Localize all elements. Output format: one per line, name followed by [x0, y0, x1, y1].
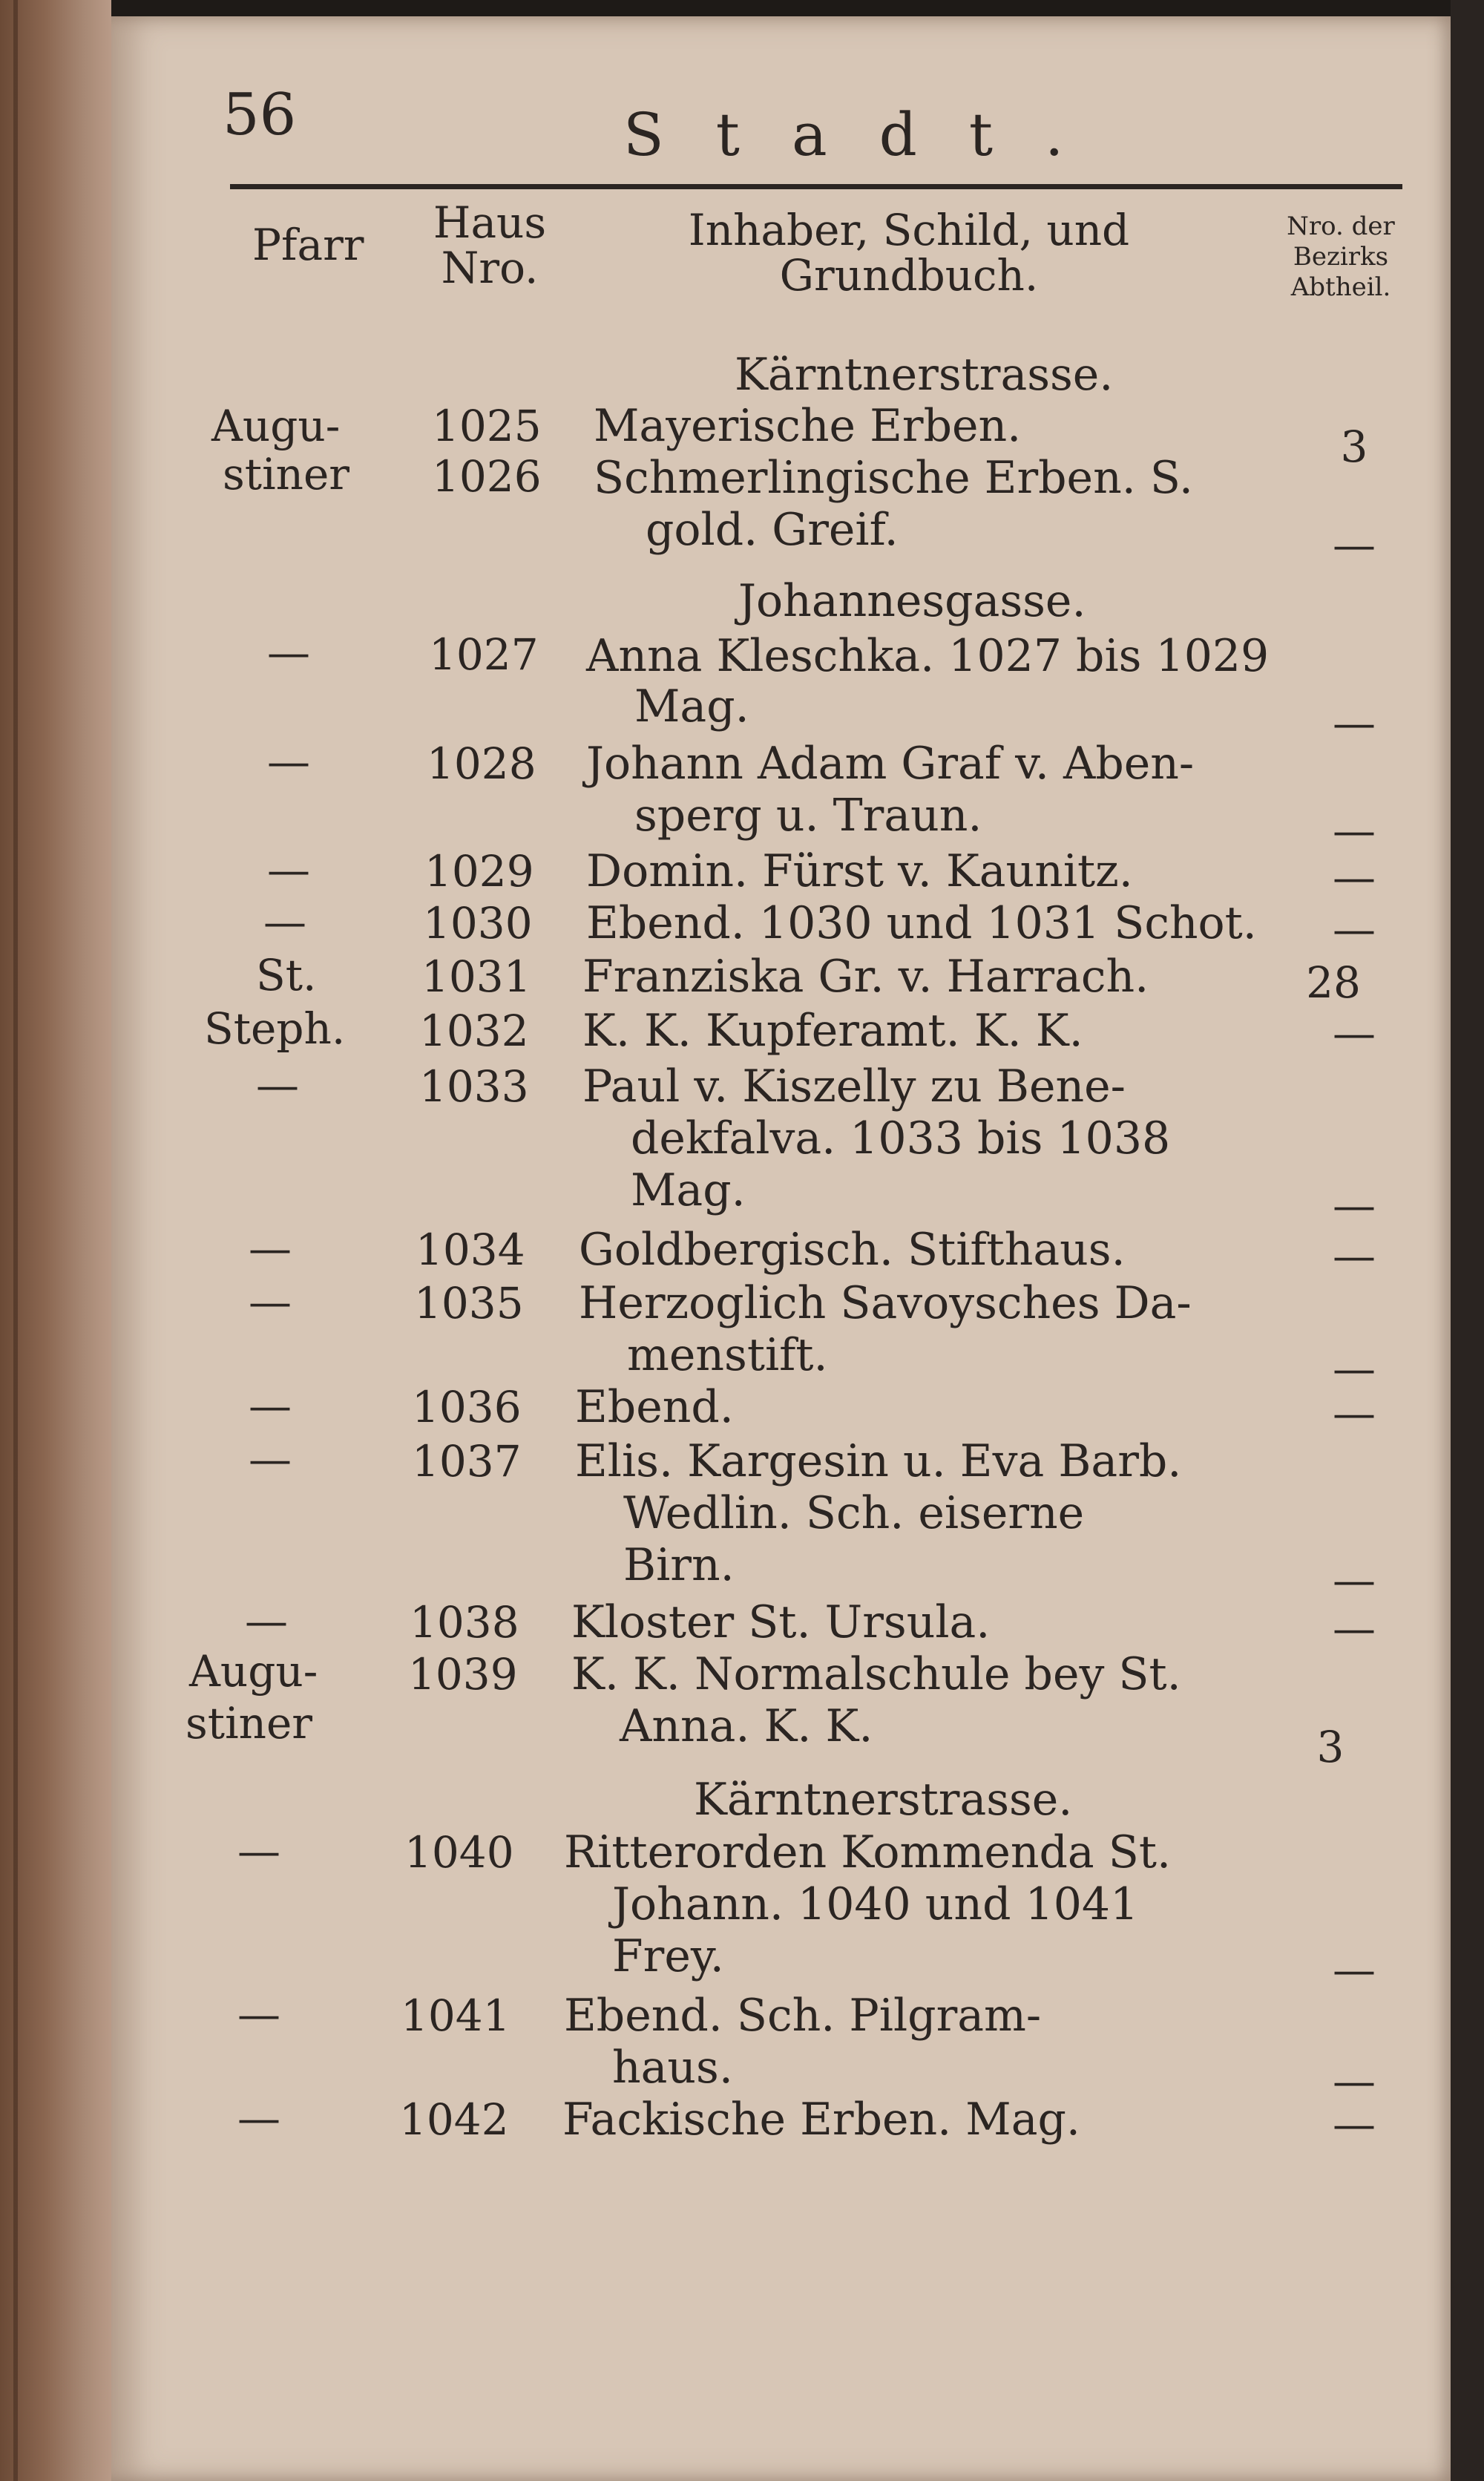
district-ref: 28 [1306, 957, 1361, 1008]
parish-cell: — [249, 1380, 292, 1431]
district-ref: — [1333, 1603, 1376, 1654]
house-number: 1031 [421, 951, 531, 1002]
house-number: 1030 [423, 898, 533, 948]
owner-line: K. K. Kupferamt. K. K. [582, 1005, 1083, 1057]
owner-line: Mayerische Erben. [594, 400, 1022, 452]
parish-cell: Steph. [204, 1003, 346, 1054]
district-ref: — [1333, 520, 1376, 570]
house-number: 1029 [424, 846, 534, 897]
parish-cell: — [249, 1223, 292, 1274]
parish-cell: — [267, 845, 310, 895]
owner-line: Johann Adam Graf v. Aben- [586, 738, 1195, 790]
owner-line: menstift. [627, 1329, 828, 1381]
owner-line: K. K. Normalschule bey St. [571, 1648, 1181, 1700]
parish-cell: — [267, 736, 310, 787]
district-ref: — [1333, 852, 1376, 902]
col-parish: Pfarr [252, 220, 364, 270]
street-heading: Johannesgasse. [738, 575, 1086, 627]
district-ref: — [1333, 1008, 1376, 1058]
owner-line: Birn. [623, 1539, 735, 1591]
house-number: 1042 [399, 2094, 509, 2145]
page-edge [1451, 0, 1484, 2481]
house-number: 1027 [429, 629, 539, 680]
parish-cell: — [237, 1826, 280, 1876]
page-number: 56 [223, 82, 297, 148]
owner-line: Ebend. 1030 und 1031 Schot. [586, 897, 1257, 949]
parish-cell: stiner [223, 449, 350, 499]
house-number: 1025 [432, 401, 542, 451]
owner-line: Domin. Fürst v. Kaunitz. [586, 845, 1133, 897]
house-number: 1036 [412, 1382, 522, 1432]
owner-line: Ebend. Sch. Pilgram- [564, 1990, 1042, 2042]
owner-line: Anna. K. K. [620, 1700, 873, 1752]
owner-line: gold. Greif. [646, 504, 899, 556]
parish-cell: — [263, 897, 306, 947]
running-title: Stadt. [623, 100, 1116, 169]
owner-line: Anna Kleschka. 1027 bis 1029 [586, 630, 1270, 682]
owner-line: Johann. 1040 und 1041 [612, 1878, 1139, 1930]
owner-line: Elis. Kargesin u. Eva Barb. [575, 1435, 1182, 1487]
col-district: Nro. der Bezirks Abtheil. [1287, 212, 1395, 302]
col-owner: Inhaber, Schild, und Grundbuch. [688, 205, 1130, 301]
owner-line: dekfalva. 1033 bis 1038 [631, 1112, 1171, 1164]
parish-cell: St. [256, 950, 317, 1000]
house-number: 1038 [410, 1597, 519, 1648]
book-spine [0, 0, 111, 2481]
owner-line: Goldbergisch. Stifthaus. [579, 1224, 1126, 1276]
district-ref: — [1333, 1343, 1376, 1394]
owner-line: Mag. [631, 1164, 746, 1216]
owner-line: Kloster St. Ursula. [571, 1596, 991, 1648]
owner-line: Franziska Gr. v. Harrach. [582, 951, 1149, 1003]
house-number: 1040 [404, 1827, 514, 1878]
house-number: 1035 [414, 1278, 524, 1328]
district-ref: — [1333, 2056, 1376, 2106]
house-number: 1041 [401, 1990, 510, 2041]
parish-cell: — [256, 1060, 299, 1110]
parish-cell: — [249, 1276, 292, 1327]
district-ref: — [1333, 1555, 1376, 1605]
parish-cell: — [237, 2093, 280, 2143]
header-rule [230, 184, 1402, 189]
district-ref: — [1333, 1180, 1376, 1230]
district-ref: — [1333, 805, 1376, 856]
district-ref: 3 [1340, 422, 1368, 472]
street-heading: Kärntnerstrasse. [735, 349, 1114, 401]
owner-line: Herzoglich Savoysches Da- [579, 1277, 1192, 1329]
district-ref: — [1333, 2099, 1376, 2149]
owner-line: Fackische Erben. Mag. [562, 2094, 1080, 2146]
owner-line: Ritterorden Kommenda St. [564, 1826, 1172, 1878]
street-heading: Kärntnerstrasse. [694, 1774, 1073, 1826]
house-number: 1032 [419, 1006, 529, 1056]
owner-line: Wedlin. Sch. eiserne [623, 1487, 1085, 1539]
parish-cell: stiner [186, 1698, 313, 1749]
district-ref: — [1333, 698, 1376, 748]
district-ref: 3 [1316, 1722, 1345, 1772]
house-number: 1026 [432, 451, 542, 502]
parish-cell: — [267, 627, 310, 678]
owner-line: Paul v. Kiszelly zu Bene- [582, 1061, 1126, 1112]
house-number: 1037 [412, 1436, 522, 1487]
house-number: 1039 [408, 1649, 518, 1700]
district-ref: — [1333, 1388, 1376, 1438]
parish-cell: — [249, 1434, 292, 1484]
district-ref: — [1333, 904, 1376, 954]
district-ref: — [1333, 1944, 1376, 1995]
owner-line: haus. [612, 2042, 733, 2094]
owner-line: Mag. [634, 681, 749, 732]
parish-cell: — [237, 1989, 280, 2039]
parish-cell: — [245, 1596, 288, 1646]
owner-line: Schmerlingische Erben. S. [594, 452, 1193, 504]
parish-cell: Augu- [189, 1646, 318, 1697]
col-house-no: Haus Nro. [433, 197, 547, 293]
owner-line: Ebend. [575, 1381, 734, 1433]
house-number: 1033 [419, 1061, 529, 1112]
owner-line: Frey. [612, 1930, 724, 1982]
district-ref: — [1333, 1230, 1376, 1281]
parish-cell: Augu- [211, 401, 341, 451]
house-number: 1028 [427, 738, 536, 789]
house-number: 1034 [416, 1225, 525, 1275]
owner-line: sperg u. Traun. [634, 790, 982, 842]
